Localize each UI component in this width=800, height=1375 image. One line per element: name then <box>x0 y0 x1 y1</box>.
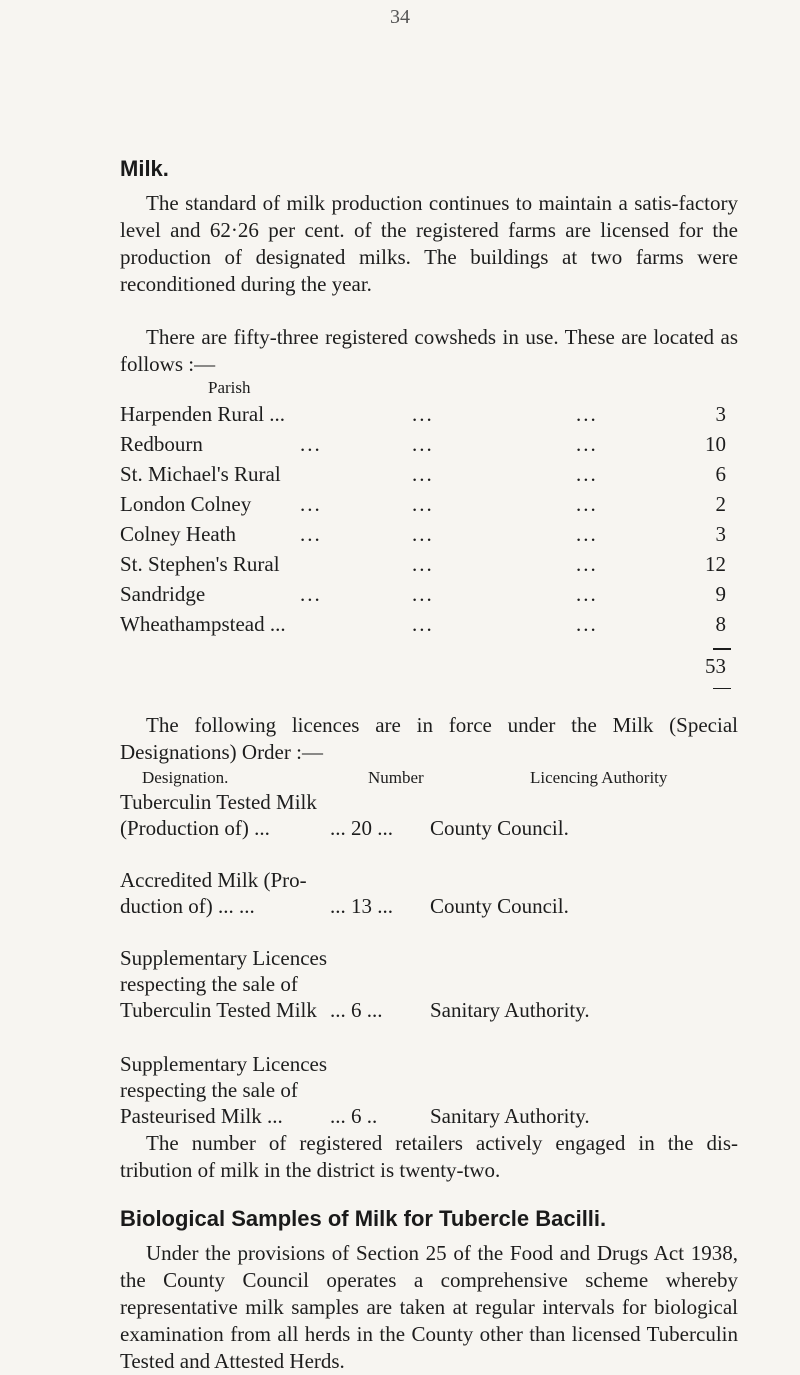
leader-dots: ... <box>576 462 598 486</box>
leader-dots: ... <box>412 582 434 606</box>
licence-number: ... 13 ... <box>330 894 393 918</box>
designation-line: Tuberculin Tested Milk <box>120 790 317 814</box>
leader-dots: ... <box>576 402 598 426</box>
parish-name: London Colney <box>120 492 252 516</box>
total-rule-bottom <box>713 688 731 689</box>
parish-column-header: Parish <box>208 378 251 397</box>
leader-dots: ... <box>300 522 322 546</box>
parish-row <box>120 462 740 492</box>
parish-row <box>120 612 740 642</box>
leader-dots: ... <box>576 612 598 636</box>
designation-line: respecting the sale of <box>120 972 298 996</box>
parish-row <box>120 432 740 462</box>
designation-line: Supplementary Licences <box>120 946 328 970</box>
total-rule-top <box>713 648 731 650</box>
retailers-paragraph: The number of registered retailers actively engaged in the dis-tribution of milk in the district is twenty-two. <box>120 1131 738 1182</box>
milk-paragraph-1: The standard of milk production continues to maintain a satis-factory level and 62·26 per cent. of the registered farms are licensed for the production of designated milks. The buildings at two farms were reconditioned during the year. <box>120 191 738 296</box>
number-column-header: Number <box>368 768 424 787</box>
leader-dots: ... <box>412 612 434 636</box>
leader-dots: ... <box>576 492 598 516</box>
parish-row <box>120 492 740 522</box>
parish-name: St. Stephen's Rural <box>120 552 280 576</box>
designation-line: (Production of) ... <box>120 816 270 840</box>
parish-row <box>120 582 740 612</box>
parish-name: Colney Heath <box>120 522 237 546</box>
licence-number: ... 6 .. <box>330 1104 378 1128</box>
licence-number: ... 20 ... <box>330 816 393 840</box>
leader-dots: ... <box>412 462 434 486</box>
leader-dots: ... <box>412 522 434 546</box>
designation-line: Tuberculin Tested Milk <box>120 998 317 1022</box>
designation-line: Supplementary Licences <box>120 1052 328 1076</box>
leader-dots: ... <box>300 582 322 606</box>
biological-paragraph: Under the provisions of Section 25 of the Food and Drugs Act 1938, the County Council operates a comprehensive scheme whereby representative milk samples are taken at regular intervals for biological examination from all herds in the County other than licensed Tuberculin Tested and Attested Herds. <box>120 1241 738 1373</box>
parish-count: 6 <box>715 462 726 486</box>
parish-row <box>120 402 740 432</box>
leader-dots: ... <box>300 432 322 456</box>
milk-paragraph-2: There are fifty-three registered cowsheds in use. These are located as follows :— <box>120 325 738 376</box>
parish-count: 10 <box>705 432 726 456</box>
licensing-authority: Sanitary Authority. <box>430 1104 590 1128</box>
leader-dots: ... <box>412 552 434 576</box>
designation-line: duction of) ... ... <box>120 894 255 918</box>
parish-count: 9 <box>715 582 726 606</box>
parish-count: 3 <box>715 402 726 426</box>
parish-table <box>120 402 740 678</box>
designation-line: Pasteurised Milk ... <box>120 1104 283 1128</box>
leader-dots: ... <box>576 582 598 606</box>
leader-dots: ... <box>576 552 598 576</box>
parish-name: Harpenden Rural ... <box>120 402 286 426</box>
licences-intro: The following licences are in force under the Milk (Special Designations) Order :— <box>120 713 738 764</box>
parish-count: 2 <box>715 492 726 516</box>
designation-line: Accredited Milk (Pro- <box>120 868 307 892</box>
designation-line: respecting the sale of <box>120 1078 298 1102</box>
licensing-authority: County Council. <box>430 894 569 918</box>
leader-dots: ... <box>576 522 598 546</box>
parish-name: Sandridge <box>120 582 206 606</box>
designation-column-header: Designation. <box>142 768 229 787</box>
parish-name: St. Michael's Rural <box>120 462 281 486</box>
parish-total-row <box>120 654 740 684</box>
licences-table <box>120 790 740 1128</box>
milk-heading: Milk. <box>120 156 169 181</box>
licence-number: ... 6 ... <box>330 998 383 1022</box>
parish-count: 12 <box>705 552 726 576</box>
biological-heading: Biological Samples of Milk for Tubercle Bacilli. <box>120 1206 607 1231</box>
licensing-authority: County Council. <box>430 816 569 840</box>
leader-dots: ... <box>412 492 434 516</box>
parish-name: Redbourn <box>120 432 203 456</box>
authority-column-header: Licencing Authority <box>530 768 668 787</box>
leader-dots: ... <box>300 492 322 516</box>
parish-row <box>120 552 740 582</box>
parish-row <box>120 522 740 552</box>
parish-name: Wheathampstead ... <box>120 612 286 636</box>
leader-dots: ... <box>576 432 598 456</box>
leader-dots: ... <box>412 432 434 456</box>
leader-dots: ... <box>412 402 434 426</box>
parish-count: 3 <box>715 522 726 546</box>
parish-total: 53 <box>705 654 726 678</box>
parish-count: 8 <box>715 612 726 636</box>
page-number: 34 <box>390 6 410 28</box>
licensing-authority: Sanitary Authority. <box>430 998 590 1022</box>
